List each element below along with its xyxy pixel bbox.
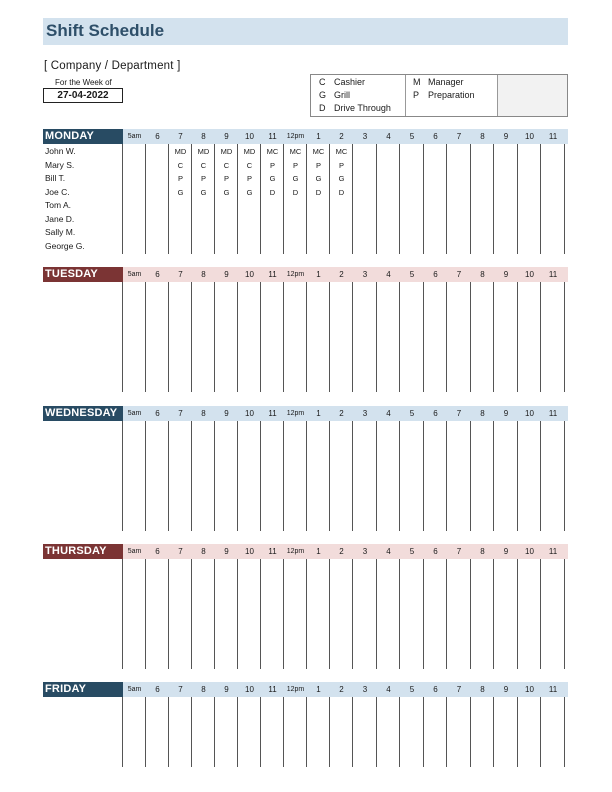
employee-name[interactable]: Sally M. <box>45 227 76 237</box>
grid-line <box>329 421 330 531</box>
grid-line <box>145 697 146 767</box>
shift-cell[interactable]: G <box>338 174 345 183</box>
day-section-monday <box>43 129 568 254</box>
grid-line <box>214 282 215 392</box>
hour-header: 6 <box>155 270 160 279</box>
grid-line <box>493 421 494 531</box>
shift-cell[interactable]: D <box>338 187 345 197</box>
hour-header: 4 <box>386 270 391 279</box>
grid-line <box>260 421 261 531</box>
hour-header: 9 <box>503 270 509 279</box>
hour-header: 11 <box>548 409 558 418</box>
grid-line <box>191 421 192 531</box>
grid-line <box>191 282 192 392</box>
grid-line <box>446 282 447 392</box>
hour-header: 3 <box>362 270 368 279</box>
grid-line <box>283 697 284 767</box>
hour-header: 3 <box>362 132 368 141</box>
grid-line <box>564 697 565 767</box>
grid-line <box>470 144 471 254</box>
shift-cell[interactable]: G <box>246 187 253 197</box>
week-label: For the Week of <box>55 78 112 87</box>
hour-header: 12pm <box>286 271 305 278</box>
hour-header: 11 <box>268 547 277 556</box>
day-header <box>43 406 568 421</box>
day-label: THURSDAY <box>43 544 123 559</box>
hour-header: 6 <box>433 270 438 279</box>
grid-line <box>168 282 169 392</box>
hour-header: 6 <box>433 132 438 141</box>
hour-header: 2 <box>339 685 344 694</box>
grid-line <box>376 697 377 767</box>
grid-line <box>214 697 215 767</box>
hour-header: 6 <box>433 409 438 418</box>
grid-line <box>564 144 565 254</box>
hour-header: 5am <box>127 133 142 140</box>
hour-header: 1 <box>316 685 321 694</box>
grid-line <box>493 144 494 254</box>
grid-line <box>423 144 424 254</box>
title-bar <box>43 18 568 45</box>
hour-header: 10 <box>525 685 534 694</box>
hour-header: 12pm <box>286 133 305 140</box>
hours-strip <box>123 544 568 559</box>
hour-header: 12pm <box>286 410 305 417</box>
hour-header: 4 <box>386 547 391 556</box>
hour-header: 9 <box>224 270 229 279</box>
grid-line <box>517 282 518 392</box>
grid-line <box>470 559 471 669</box>
grid-line <box>352 697 353 767</box>
grid-line <box>122 144 123 254</box>
grid-line <box>168 559 169 669</box>
grid-line <box>191 559 192 669</box>
hour-header: 6 <box>155 685 160 694</box>
shift-cell[interactable]: G <box>200 187 207 197</box>
hour-header: 7 <box>178 132 183 141</box>
shift-cell[interactable]: G <box>292 174 299 183</box>
hour-header: 10 <box>245 547 254 556</box>
hour-header: 6 <box>155 409 160 418</box>
grid-line <box>540 421 541 531</box>
grid-line <box>352 282 353 392</box>
hour-header: 3 <box>362 547 368 556</box>
grid-line <box>399 282 400 392</box>
legend-item-preparation: P Preparation <box>413 90 475 100</box>
grid-line <box>329 282 330 392</box>
hour-header: 6 <box>433 547 438 556</box>
hour-header: 7 <box>178 270 183 279</box>
hour-header: 10 <box>525 547 534 556</box>
grid-line <box>306 697 307 767</box>
shift-cell[interactable]: G <box>269 174 276 183</box>
legend-item-grill: G Grill <box>319 90 350 100</box>
hour-header: 8 <box>201 409 206 418</box>
shift-cell[interactable]: P <box>292 160 298 170</box>
grid-line <box>329 697 330 767</box>
grid-line <box>283 282 284 392</box>
grid-line <box>237 559 238 669</box>
role-legend <box>310 74 568 117</box>
hours-strip <box>123 267 568 282</box>
hour-header: 10 <box>525 409 534 418</box>
day-section-tuesday <box>43 267 568 392</box>
grid-line <box>145 144 146 254</box>
grid-line <box>423 559 424 669</box>
shift-cell[interactable]: MC <box>289 147 302 156</box>
grid-line <box>260 282 261 392</box>
shift-cell[interactable]: D <box>292 187 299 197</box>
hour-header: 8 <box>201 270 206 279</box>
hour-header: 6 <box>155 132 160 141</box>
shift-cell[interactable]: G <box>315 174 322 183</box>
grid-line <box>145 559 146 669</box>
hour-header: 7 <box>178 685 183 694</box>
hour-header: 8 <box>480 685 485 694</box>
hour-header: 8 <box>201 132 206 141</box>
hour-header: 5am <box>127 548 142 555</box>
shift-cell[interactable]: C <box>200 160 207 170</box>
hour-header: 11 <box>548 685 558 694</box>
legend-item-cashier: C Cashier <box>319 77 366 87</box>
hour-header: 7 <box>456 547 462 556</box>
hour-header: 6 <box>155 547 160 556</box>
shift-cell[interactable]: D <box>269 187 276 197</box>
shift-cell[interactable]: P <box>269 160 275 170</box>
employee-name[interactable]: John W. <box>45 146 76 156</box>
grid-line <box>214 421 215 531</box>
hour-header: 10 <box>245 685 254 694</box>
grid-line <box>376 144 377 254</box>
grid-line <box>470 282 471 392</box>
shift-cell[interactable]: P <box>177 174 183 183</box>
grid-line <box>493 697 494 767</box>
hour-header: 5 <box>409 547 415 556</box>
shift-cell[interactable]: D <box>315 187 322 197</box>
grid-line <box>237 697 238 767</box>
day-header <box>43 682 568 697</box>
hour-header: 7 <box>178 409 183 418</box>
hour-header: 11 <box>548 270 558 279</box>
shift-cell[interactable]: MC <box>266 147 279 156</box>
hour-header: 9 <box>503 685 509 694</box>
employee-name[interactable]: Mary S. <box>45 159 75 170</box>
shift-cell[interactable]: MC <box>312 147 325 156</box>
hour-header: 2 <box>339 132 344 141</box>
grid-line <box>423 282 424 392</box>
grid-line <box>540 697 541 767</box>
hour-header: 2 <box>339 270 344 279</box>
shift-cell[interactable]: MD <box>197 147 210 156</box>
grid-line <box>540 144 541 254</box>
hour-header: 9 <box>224 409 229 418</box>
day-header <box>43 544 568 559</box>
hour-header: 12pm <box>286 686 305 693</box>
hour-header: 9 <box>224 132 229 141</box>
grid-line <box>564 282 565 392</box>
day-header <box>43 267 568 282</box>
day-label: FRIDAY <box>43 682 123 697</box>
grid-line <box>399 421 400 531</box>
page-title: Shift Schedule <box>46 21 165 40</box>
grid-line <box>306 282 307 392</box>
day-label: MONDAY <box>43 129 123 144</box>
hour-header: 3 <box>362 685 368 694</box>
hour-header: 2 <box>339 547 344 556</box>
hour-header: 3 <box>362 409 368 418</box>
grid-line <box>283 421 284 531</box>
grid-line <box>168 697 169 767</box>
shift-cell[interactable]: MD <box>174 147 187 156</box>
hour-header: 5 <box>409 270 415 279</box>
grid-line <box>122 559 123 669</box>
employee-name[interactable]: Joe C. <box>45 186 70 197</box>
legend-blank <box>498 75 567 116</box>
hour-header: 10 <box>525 132 534 141</box>
hour-header: 8 <box>480 547 485 556</box>
hours-strip <box>123 682 568 697</box>
hour-header: 5 <box>409 409 415 418</box>
shift-cell[interactable]: MD <box>243 147 256 156</box>
day-section-wednesday <box>43 406 568 531</box>
grid-line <box>399 697 400 767</box>
day-label: TUESDAY <box>43 267 123 282</box>
shift-cell[interactable]: G <box>223 187 230 197</box>
grid-line <box>237 421 238 531</box>
shift-cell[interactable]: G <box>177 187 184 197</box>
grid-line <box>237 282 238 392</box>
shift-cell[interactable]: C <box>177 160 184 170</box>
shift-cell[interactable]: MC <box>335 147 348 156</box>
grid-line <box>423 421 424 531</box>
hour-header: 4 <box>386 685 391 694</box>
shift-cell[interactable]: P <box>338 160 344 170</box>
hour-header: 7 <box>178 547 183 556</box>
hour-header: 11 <box>268 409 277 418</box>
shift-cell[interactable]: P <box>315 160 321 170</box>
hours-strip <box>123 129 568 144</box>
grid-line <box>517 559 518 669</box>
grid-line <box>260 697 261 767</box>
hour-header: 10 <box>245 409 254 418</box>
grid-line <box>376 282 377 392</box>
hour-header: 10 <box>245 132 254 141</box>
hours-strip <box>123 406 568 421</box>
grid-line <box>517 697 518 767</box>
grid-line <box>564 559 565 669</box>
day-section-friday <box>43 682 568 767</box>
grid-line <box>399 559 400 669</box>
hour-header: 4 <box>386 132 391 141</box>
shift-cell[interactable]: P <box>200 174 206 183</box>
hour-header: 11 <box>548 547 558 556</box>
grid-line <box>376 559 377 669</box>
employee-name[interactable]: Bill T. <box>45 173 66 183</box>
legend-item-manager: M Manager <box>413 77 464 87</box>
hour-header: 10 <box>525 270 534 279</box>
hour-header: 9 <box>224 685 229 694</box>
week-date-field[interactable]: 27-04-2022 <box>43 88 123 103</box>
hour-header: 9 <box>503 409 509 418</box>
grid-line <box>376 421 377 531</box>
hour-header: 11 <box>548 132 558 141</box>
shift-cell[interactable]: P <box>246 174 252 183</box>
grid-line <box>470 421 471 531</box>
day-label: WEDNESDAY <box>43 406 123 421</box>
hour-header: 8 <box>201 685 206 694</box>
day-section-thursday <box>43 544 568 669</box>
hour-header: 5 <box>409 132 415 141</box>
hour-header: 11 <box>268 685 277 694</box>
grid-line <box>260 559 261 669</box>
grid-line <box>122 697 123 767</box>
hour-header: 7 <box>456 132 462 141</box>
hour-header: 8 <box>480 409 485 418</box>
grid-line <box>122 282 123 392</box>
day-header <box>43 129 568 144</box>
grid-line <box>306 559 307 669</box>
employee-name[interactable]: Tom A. <box>45 200 71 210</box>
hour-header: 9 <box>224 547 229 556</box>
grid-line <box>493 282 494 392</box>
hour-header: 11 <box>268 132 277 141</box>
hour-header: 1 <box>316 270 321 279</box>
grid-line <box>446 144 447 254</box>
hour-header: 8 <box>480 132 485 141</box>
hour-header: 5 <box>409 685 415 694</box>
employee-name[interactable]: Jane D. <box>45 213 75 224</box>
hour-header: 5am <box>127 686 142 693</box>
hour-header: 8 <box>480 270 485 279</box>
grid-line <box>352 559 353 669</box>
grid-line <box>517 144 518 254</box>
grid-line <box>564 421 565 531</box>
grid-line <box>329 559 330 669</box>
hour-header: 7 <box>456 409 462 418</box>
grid-line <box>145 282 146 392</box>
hour-header: 7 <box>456 270 462 279</box>
grid-line <box>446 559 447 669</box>
company-department[interactable]: [ Company / Department ] <box>44 60 181 72</box>
hour-header: 5am <box>127 410 142 417</box>
grid-line <box>214 559 215 669</box>
grid-line <box>122 421 123 531</box>
grid-line <box>423 697 424 767</box>
grid-line <box>352 421 353 531</box>
hour-header: 6 <box>433 685 438 694</box>
hour-header: 5am <box>127 271 142 278</box>
grid-line <box>446 697 447 767</box>
hour-header: 1 <box>316 409 321 418</box>
grid-line <box>493 559 494 669</box>
hour-header: 4 <box>386 409 391 418</box>
hour-header: 1 <box>316 547 321 556</box>
shift-cell[interactable]: P <box>223 174 229 183</box>
employee-name[interactable]: George G. <box>45 240 85 251</box>
grid-line <box>540 282 541 392</box>
hour-header: 1 <box>316 132 321 141</box>
grid-line <box>446 421 447 531</box>
hour-header: 2 <box>339 409 344 418</box>
hour-header: 8 <box>201 547 206 556</box>
grid-line <box>145 421 146 531</box>
hour-header: 9 <box>503 547 509 556</box>
hour-header: 12pm <box>286 548 305 555</box>
shift-cell[interactable]: C <box>246 160 253 170</box>
hour-header: 10 <box>245 270 254 279</box>
grid-line <box>540 559 541 669</box>
grid-line <box>283 559 284 669</box>
hour-header: 9 <box>503 132 509 141</box>
legend-item-drive-through: D Drive Through <box>319 103 391 113</box>
shift-cell[interactable]: C <box>223 160 230 170</box>
hour-header: 7 <box>456 685 462 694</box>
shift-cell[interactable]: MD <box>220 147 233 156</box>
grid-line <box>470 697 471 767</box>
grid-line <box>168 421 169 531</box>
grid-line <box>399 144 400 254</box>
hour-header: 11 <box>268 270 277 279</box>
grid-line <box>517 421 518 531</box>
grid-line <box>306 421 307 531</box>
grid-line <box>191 697 192 767</box>
legend-divider <box>405 75 406 116</box>
